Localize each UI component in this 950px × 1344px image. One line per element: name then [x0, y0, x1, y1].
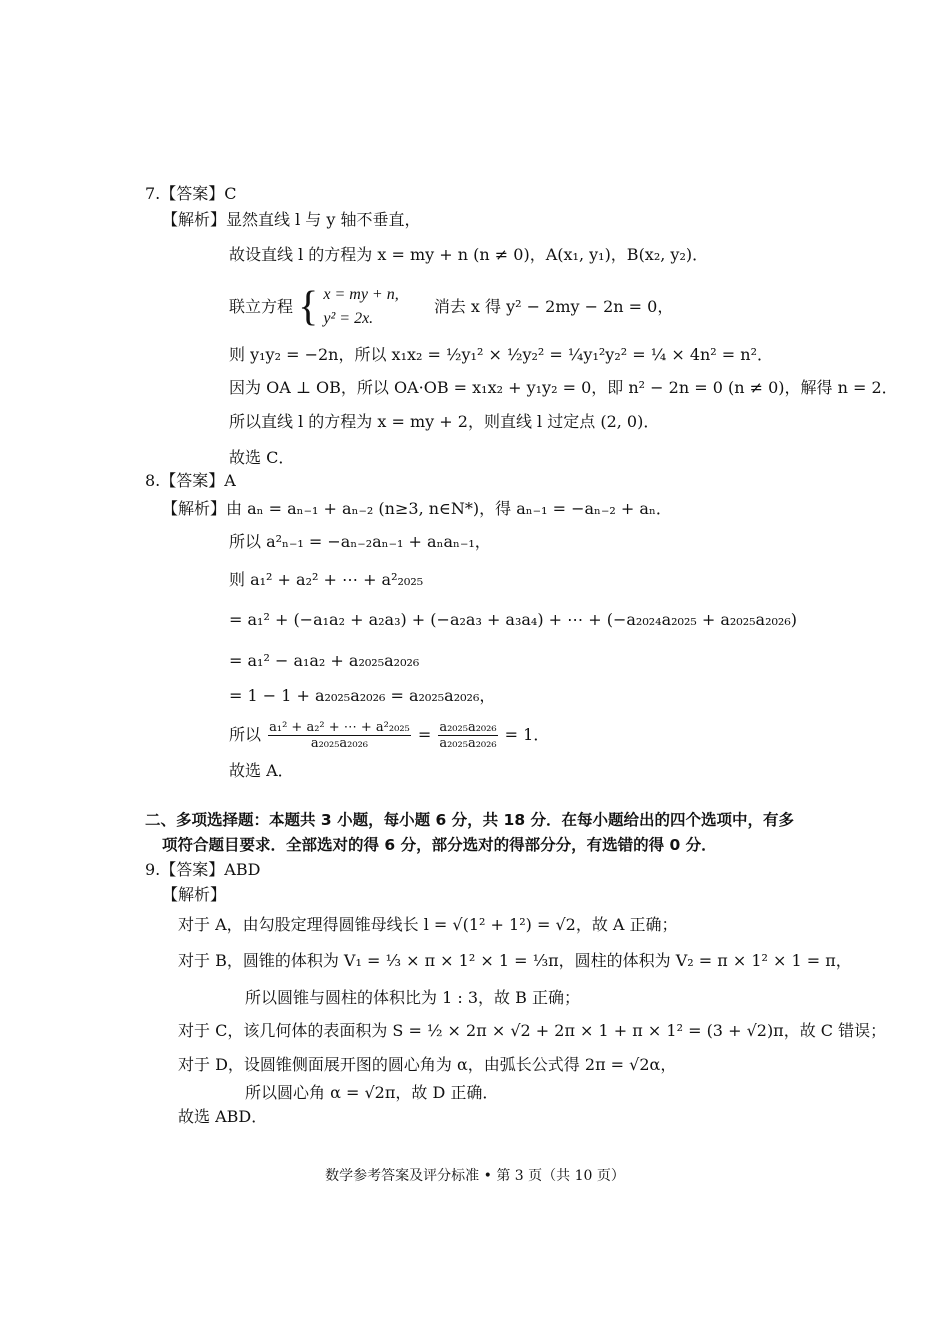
q9-conclusion: 故选 ABD．: [178, 1107, 268, 1126]
q7-system-label: 联立方程: [229, 297, 294, 316]
q8-fraction-1: [268, 720, 411, 751]
q7-line-product: 则 y₁y₂ = −2n，所以 x₁x₂ = ½y₁² × ½y₂² = ¼y₁²y₂² = ¼ × 4n² = n²．: [229, 345, 774, 364]
q7-system: [323, 283, 398, 331]
q8-line-5: = 1 − 1 + a₂₀₂₅a₂₀₂₆ = a₂₀₂₅a₂₀₂₆，: [229, 686, 496, 705]
q7-header: 7.【答案】C: [145, 184, 237, 203]
equals-sign: =: [417, 725, 432, 744]
q8-header: 8.【答案】A: [145, 471, 236, 490]
q8-analysis-intro: 【解析】由 aₙ = aₙ₋₁ + aₙ₋₂ (n≥3, n∈N*)，得 aₙ₋₁ = −aₙ₋₂ + aₙ．: [162, 499, 672, 518]
q7-line-perpendicular: 因为 OA ⊥ OB，所以 OA·OB = x₁x₂ + y₁y₂ = 0，即 n² − 2n = 0 (n ≠ 0)，解得 n = 2．: [229, 378, 898, 397]
section2-line-1: 二、多项选择题：本题共 3 小题，每小题 6 分，共 18 分．在每小题给出的四个选项中，有多: [145, 811, 795, 829]
q8-fraction-2-denominator: a₂₀₂₅a₂₀₂₆: [439, 736, 497, 751]
q9-option-d-line-1: 对于 D，设圆锥侧面展开图的圆心角为 α，由弧长公式得 2π = √2α，: [178, 1055, 677, 1074]
q7-system-eq2: y² = 2x.: [323, 310, 374, 327]
q8-line-3: = a₁² + (−a₁a₂ + a₂a₃) + (−a₂a₃ + a₃a₄) + ⋯ + (−a₂₀₂₄a₂₀₂₅ + a₂₀₂₅a₂₀₂₆): [229, 610, 797, 629]
q7-analysis-intro: 【解析】显然直线 l 与 y 轴不垂直，: [162, 210, 421, 229]
q7-line-system: [229, 283, 673, 333]
q8-fraction-1-denominator: a₂₀₂₅a₂₀₂₆: [310, 736, 369, 751]
q8-conclusion: 故选 A．: [229, 761, 294, 780]
q9-option-b-line-2: 所以圆锥与圆柱的体积比为 1 : 3，故 B 正确；: [245, 988, 580, 1007]
q7-conclusion: 故选 C．: [229, 448, 295, 467]
q8-line-6-result: = 1．: [504, 725, 550, 744]
q8-line-1: 所以 a²ₙ₋₁ = −aₙ₋₂aₙ₋₁ + aₙaₙ₋₁，: [229, 532, 491, 551]
q8-line-2: 则 a₁² + a₂² + ⋯ + a²₂₀₂₅: [229, 570, 424, 589]
q9-option-a: 对于 A，由勾股定理得圆锥母线长 l = √(1² + 1²) = √2，故 A 正确；: [178, 915, 678, 934]
q7-eliminate: 消去 x 得 y² − 2my − 2n = 0，: [433, 297, 674, 316]
q8-line-6: [229, 712, 549, 758]
q9-header: 9.【答案】ABD: [145, 860, 261, 879]
q7-line-setup: 故设直线 l 的方程为 x = my + n (n ≠ 0)，A(x₁, y₁)，B(x₂, y₂)．: [229, 245, 709, 264]
q9-analysis-intro: 【解析】: [162, 885, 227, 904]
q8-line-4: = a₁² − a₁a₂ + a₂₀₂₅a₂₀₂₆: [229, 651, 420, 670]
q9-option-d-line-2: 所以圆心角 α = √2π，故 D 正确．: [245, 1083, 499, 1102]
brace-glyph: {: [298, 284, 319, 330]
q8-fraction-2-numerator: a₂₀₂₅a₂₀₂₆: [439, 720, 497, 735]
q8-fraction-2: [438, 720, 497, 751]
q7-line-fixed-point: 所以直线 l 的方程为 x = my + 2，则直线 l 过定点 (2, 0)．: [229, 412, 660, 431]
q8-fraction-1-numerator: a₁² + a₂² + ⋯ + a²₂₀₂₅: [269, 720, 410, 735]
q9-option-c: 对于 C，该几何体的表面积为 S = ½ × 2π × √2 + 2π × 1 + π × 1² = (3 + √2)π，故 C 错误；: [178, 1021, 887, 1040]
section2-line-2: 项符合题目要求．全部选对的得 6 分，部分选对的得部分分，有选错的得 0 分．: [162, 836, 717, 854]
q8-line-6-label: 所以: [229, 725, 262, 744]
q9-option-b-line-1: 对于 B，圆锥的体积为 V₁ = ⅓ × π × 1² × 1 = ⅓π，圆柱的体积为 V₂ = π × 1² × 1 = π，: [178, 951, 852, 970]
page-footer: 数学参考答案及评分标准 • 第 3 页（共 10 页）: [325, 1168, 625, 1184]
q7-system-eq1: x = my + n,: [323, 286, 399, 303]
